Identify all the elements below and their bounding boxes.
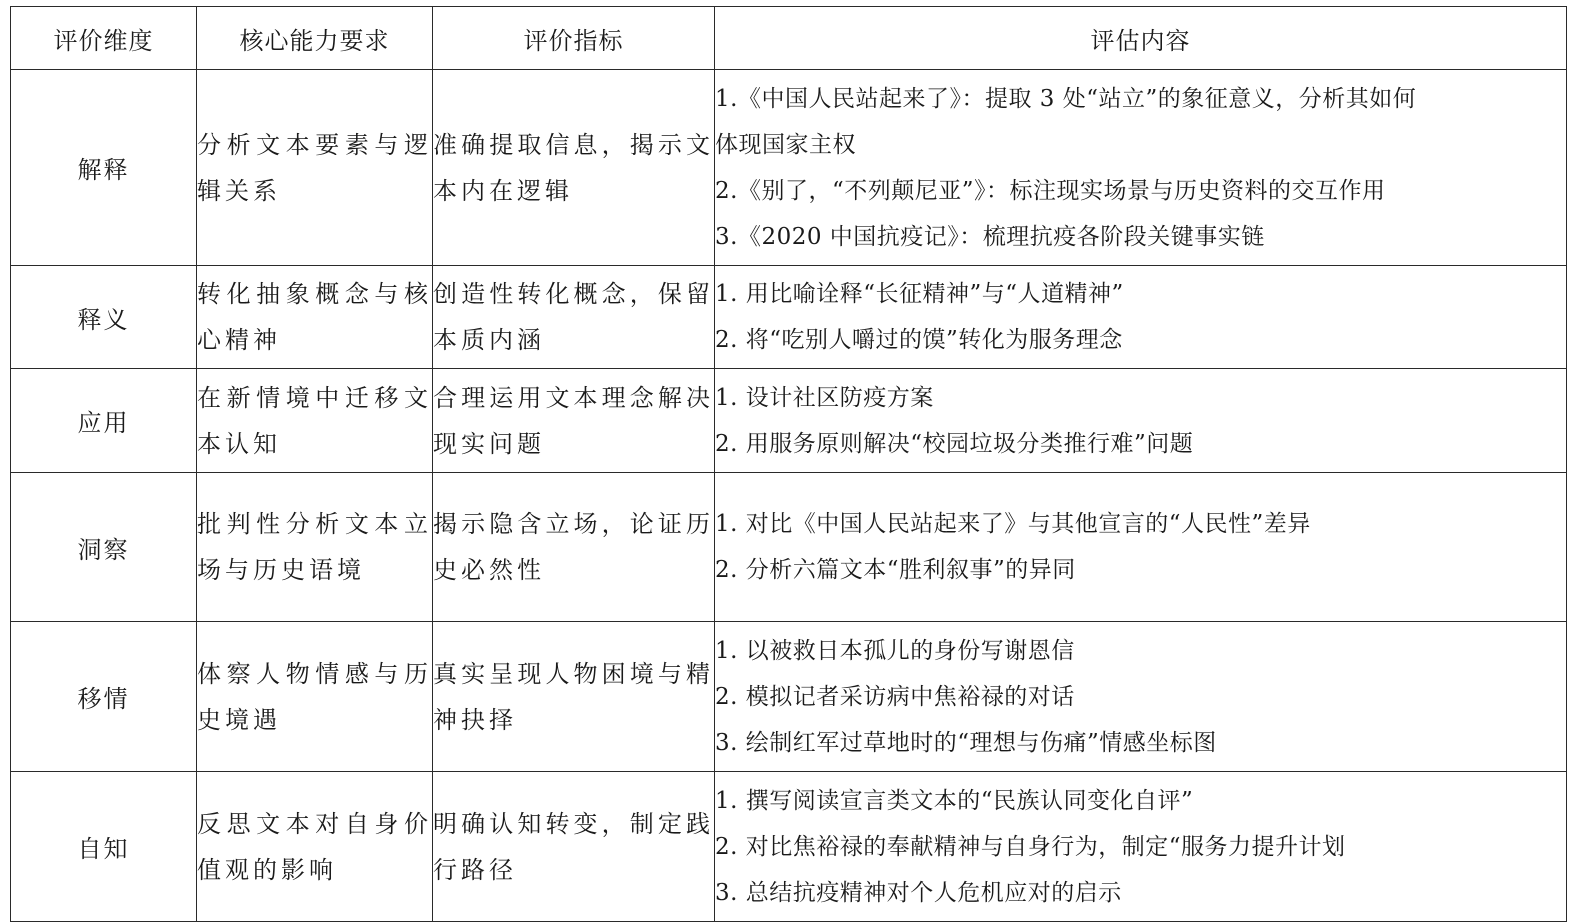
- requirement-cell: 分析文本要素与逻辑关系: [197, 70, 433, 266]
- content-line: 体现国家主权: [715, 131, 856, 158]
- requirement-cell: 在新情境中迁移文本认知: [197, 369, 433, 473]
- content-cell: [715, 369, 1567, 473]
- dimension-cell: 移情: [11, 622, 197, 772]
- header-dimension: 评价维度: [11, 7, 197, 70]
- header-content: 评估内容: [715, 7, 1567, 70]
- header-requirement: 核心能力要求: [197, 7, 433, 70]
- evaluation-table: [10, 6, 1567, 922]
- content-line: 2. 分析六篇文本“胜利叙事”的异同: [715, 557, 1076, 583]
- content-cell: [715, 772, 1567, 922]
- content-line: 1.《中国人民站起来了》：提取 3 处“站立”的象征意义，分析其如何: [715, 85, 1417, 112]
- dimension-cell: 自知: [11, 772, 197, 922]
- content-line: 2.《别了，“不列颠尼亚”》：标注现实场景与历史资料的交互作用: [715, 177, 1386, 204]
- content-line: 3. 绘制红军过草地时的“理想与伤痛”情感坐标图: [715, 729, 1217, 756]
- content-line: 3. 总结抗疫精神对个人危机应对的启示: [715, 879, 1122, 906]
- requirement-cell: 批判性分析文本立场与历史语境: [197, 473, 433, 622]
- indicator-cell: 明确认知转变，制定践行路径: [433, 772, 715, 922]
- indicator-cell: 创造性转化概念，保留本质内涵: [433, 266, 715, 369]
- requirement-cell: 反思文本对自身价值观的影响: [197, 772, 433, 922]
- content-line: 1. 用比喻诠释“长征精神”与“人道精神”: [715, 281, 1124, 307]
- content-cell: [715, 266, 1567, 369]
- content-line: 1. 以被救日本孤儿的身份写谢恩信: [715, 637, 1075, 664]
- indicator-cell: 揭示隐含立场，论证历史必然性: [433, 473, 715, 622]
- dimension-cell: 释义: [11, 266, 197, 369]
- table-row: [11, 772, 1567, 922]
- table-row: [11, 473, 1567, 622]
- indicator-cell: 合理运用文本理念解决现实问题: [433, 369, 715, 473]
- content-line: 1. 设计社区防疫方案: [715, 384, 934, 411]
- content-line: 3.《2020 中国抗疫记》：梳理抗疫各阶段关键事实链: [715, 223, 1265, 250]
- content-line: 1. 对比《中国人民站起来了》与其他宣言的“人民性”差异: [715, 511, 1311, 537]
- content-cell: [715, 622, 1567, 772]
- table-row: [11, 622, 1567, 772]
- indicator-cell: 准确提取信息，揭示文本内在逻辑: [433, 70, 715, 266]
- table-row: [11, 266, 1567, 369]
- table-header-row: [11, 7, 1567, 70]
- table-row: [11, 369, 1567, 473]
- content-cell: [715, 473, 1567, 622]
- requirement-cell: 转化抽象概念与核心精神: [197, 266, 433, 369]
- content-line: 2. 将“吃别人嚼过的馍”转化为服务理念: [715, 327, 1123, 353]
- content-line: 2. 对比焦裕禄的奉献精神与自身行为，制定“服务力提升计划: [715, 833, 1346, 860]
- indicator-cell: 真实呈现人物困境与精神抉择: [433, 622, 715, 772]
- dimension-cell: 解释: [11, 70, 197, 266]
- content-line: 2. 用服务原则解决“校园垃圾分类推行难”问题: [715, 430, 1194, 457]
- dimension-cell: 洞察: [11, 473, 197, 622]
- content-line: 2. 模拟记者采访病中焦裕禄的对话: [715, 683, 1075, 710]
- content-line: 1. 撰写阅读宣言类文本的“民族认同变化自评”: [715, 787, 1194, 814]
- dimension-cell: 应用: [11, 369, 197, 473]
- requirement-cell: 体察人物情感与历史境遇: [197, 622, 433, 772]
- table-row: [11, 70, 1567, 266]
- header-indicator: 评价指标: [433, 7, 715, 70]
- content-cell: [715, 70, 1567, 266]
